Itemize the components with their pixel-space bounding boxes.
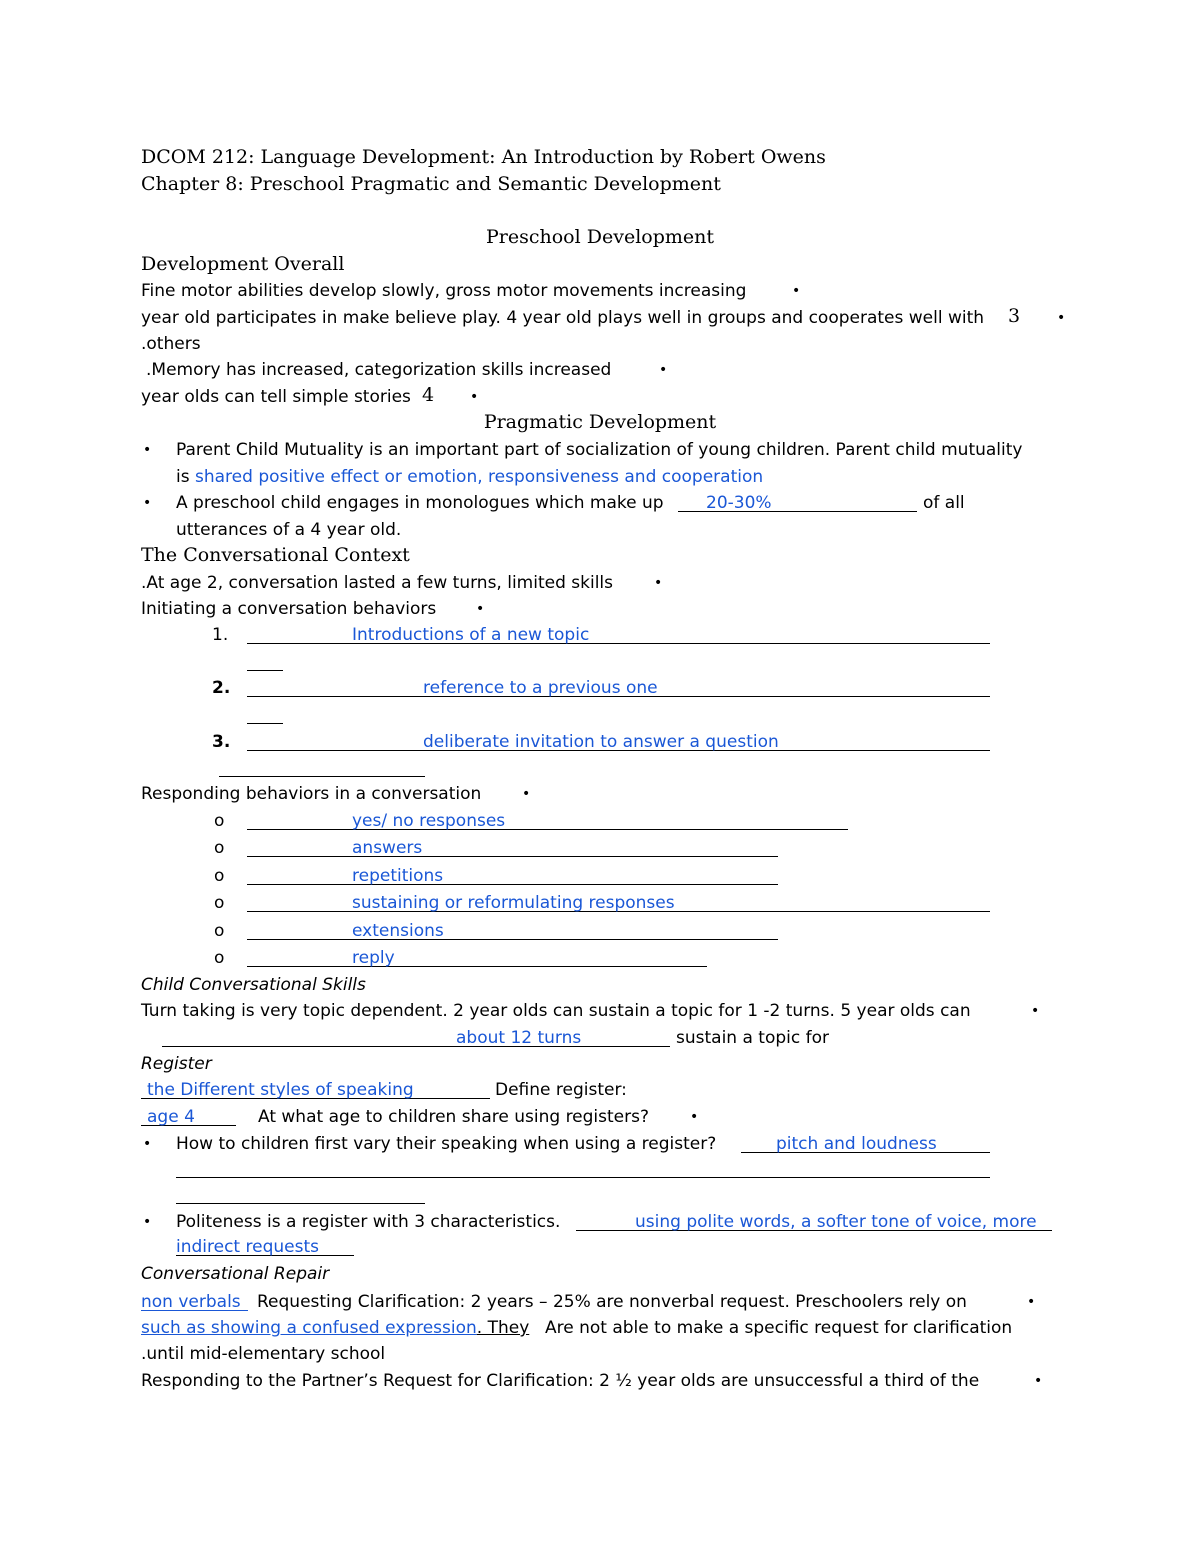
politeness-question: Politeness is a register with 3 characteristics. [176,1212,561,1232]
they-text: . They [476,1318,530,1338]
section-title-preschool: Preschool Development [486,226,714,248]
heading-development-overall: Development Overall [141,253,345,275]
heading-conversational-context: The Conversational Context [141,544,410,566]
monologue-line-2: utterances of a 4 year old. [176,520,402,540]
bullet: • [143,1136,152,1152]
mutuality-text: Parent Child Mutuality is an important part of socialization of young children. Parent child mutuality [176,440,1023,460]
answer-blank-line [219,776,425,777]
requesting-text: Requesting Clarification: 2 years – 25% are nonverbal request. Preschoolers rely on [257,1292,967,1312]
nonverbals-answer: non verbals [141,1292,241,1312]
make-believe-text: year old participates in make believe play. 4 year old plays well in groups and cooperates well with [141,308,985,328]
bullet: • [143,1214,152,1230]
turn-taking-text: Turn taking is very topic dependent. 2 year olds can sustain a topic for 1 -2 turns. 5 year olds can [141,1001,971,1021]
stories-text: year olds can tell simple stories [141,387,411,407]
bullet: • [1027,1294,1036,1310]
register-vary-question: How to children first vary their speaking when using a register? [176,1134,717,1154]
register-define-question: Define register: [495,1080,627,1100]
responding-answer-4: sustaining or reformulating responses [352,893,675,913]
heading-child-skills: Child Conversational Skills [141,975,366,995]
chapter-title: Chapter 8: Preschool Pragmatic and Semantic Development [141,173,721,195]
list-marker: o [214,838,225,858]
memory-text: .Memory has increased, categorization skills increased [146,360,612,380]
answer-blank-line [247,670,283,671]
answer-blank-line [247,856,778,857]
such-as-line [141,1318,529,1338]
bullet: • [476,601,485,617]
age-4-label: 4 [422,384,435,406]
mutuality-is: is [176,467,190,487]
turns-suffix: sustain a topic for [676,1028,829,1048]
list-number: 2. [212,678,231,698]
bullet: • [143,495,152,511]
bullet: • [522,786,531,802]
turns-answer: about 12 turns [456,1028,582,1048]
monologue-prefix: A preschool child engages in monologues which make up [176,493,664,513]
politeness-answer-1: using polite words, a softer tone of voice, more [635,1212,1037,1232]
answer-blank-line [176,1177,990,1178]
age2-text: .At age 2, conversation lasted a few turns, limited skills [141,573,614,593]
bullet: • [143,442,152,458]
mutuality-answer: shared positive effect or emotion, responsiveness and cooperation [195,467,764,487]
monologue-answer: 20-30% [706,493,772,513]
answer-blank-line [162,1046,670,1047]
responding-answer-6: reply [352,948,395,968]
responding-answer-3: repetitions [352,866,444,886]
list-number: 1. [212,625,229,645]
mutuality-line-2 [176,467,763,487]
list-number: 3. [212,732,231,752]
list-marker: o [214,893,225,913]
initiating-answer-3: deliberate invitation to answer a question [423,732,779,752]
responding-answer-5: extensions [352,921,444,941]
responding-partner-text: Responding to the Partner’s Request for Clarification: 2 ½ year olds are unsuccessful a third of the [141,1371,980,1391]
course-title: DCOM 212: Language Development: An Introduction by Robert Owens [141,146,826,168]
heading-conversational-repair: Conversational Repair [141,1264,330,1284]
list-marker: o [214,811,225,831]
others-text: .others [141,334,201,354]
responding-answer-2: answers [352,838,423,858]
bullet: • [1034,1373,1043,1389]
bullet: • [470,389,479,405]
heading-register: Register [141,1054,212,1074]
bullet: • [654,575,663,591]
initiating-answer-1: Introductions of a new topic [352,625,590,645]
section-title-pragmatic: Pragmatic Development [483,411,717,433]
until-text: .until mid-elementary school [141,1344,386,1364]
list-marker: o [214,948,225,968]
answer-blank-line [247,723,283,724]
register-age-answer: age 4 [147,1107,195,1127]
answer-blank-line [176,1203,425,1204]
answer-blank-line [247,884,778,885]
register-define-answer: the Different styles of speaking [147,1080,414,1100]
answer-blank-line [247,939,778,940]
bullet: • [1031,1003,1040,1019]
responding-text: Responding behaviors in a conversation [141,784,482,804]
age-3-label: 3 [1008,305,1021,327]
list-marker: o [214,921,225,941]
answer-blank-line [247,966,707,967]
list-marker: o [214,866,225,886]
initiating-answer-2: reference to a previous one [423,678,658,698]
fine-motor-text: Fine motor abilities develop slowly, gross motor movements increasing [141,281,747,301]
initiating-text: Initiating a conversation behaviors [141,599,437,619]
bullet: • [659,362,668,378]
monologue-suffix: of all [923,493,965,513]
politeness-answer-2: indirect requests [176,1237,319,1257]
responding-answer-1: yes/ no responses [352,811,506,831]
bullet: • [792,283,801,299]
bullet: • [690,1109,699,1125]
such-as-answer: such as showing a confused expression [141,1318,477,1338]
not-able-text: Are not able to make a specific request for clarification [545,1318,1013,1338]
register-age-question: At what age to children share using registers? [258,1107,650,1127]
answer-blank-line [247,829,848,830]
bullet: • [1057,310,1066,326]
register-vary-answer: pitch and loudness [776,1134,937,1154]
